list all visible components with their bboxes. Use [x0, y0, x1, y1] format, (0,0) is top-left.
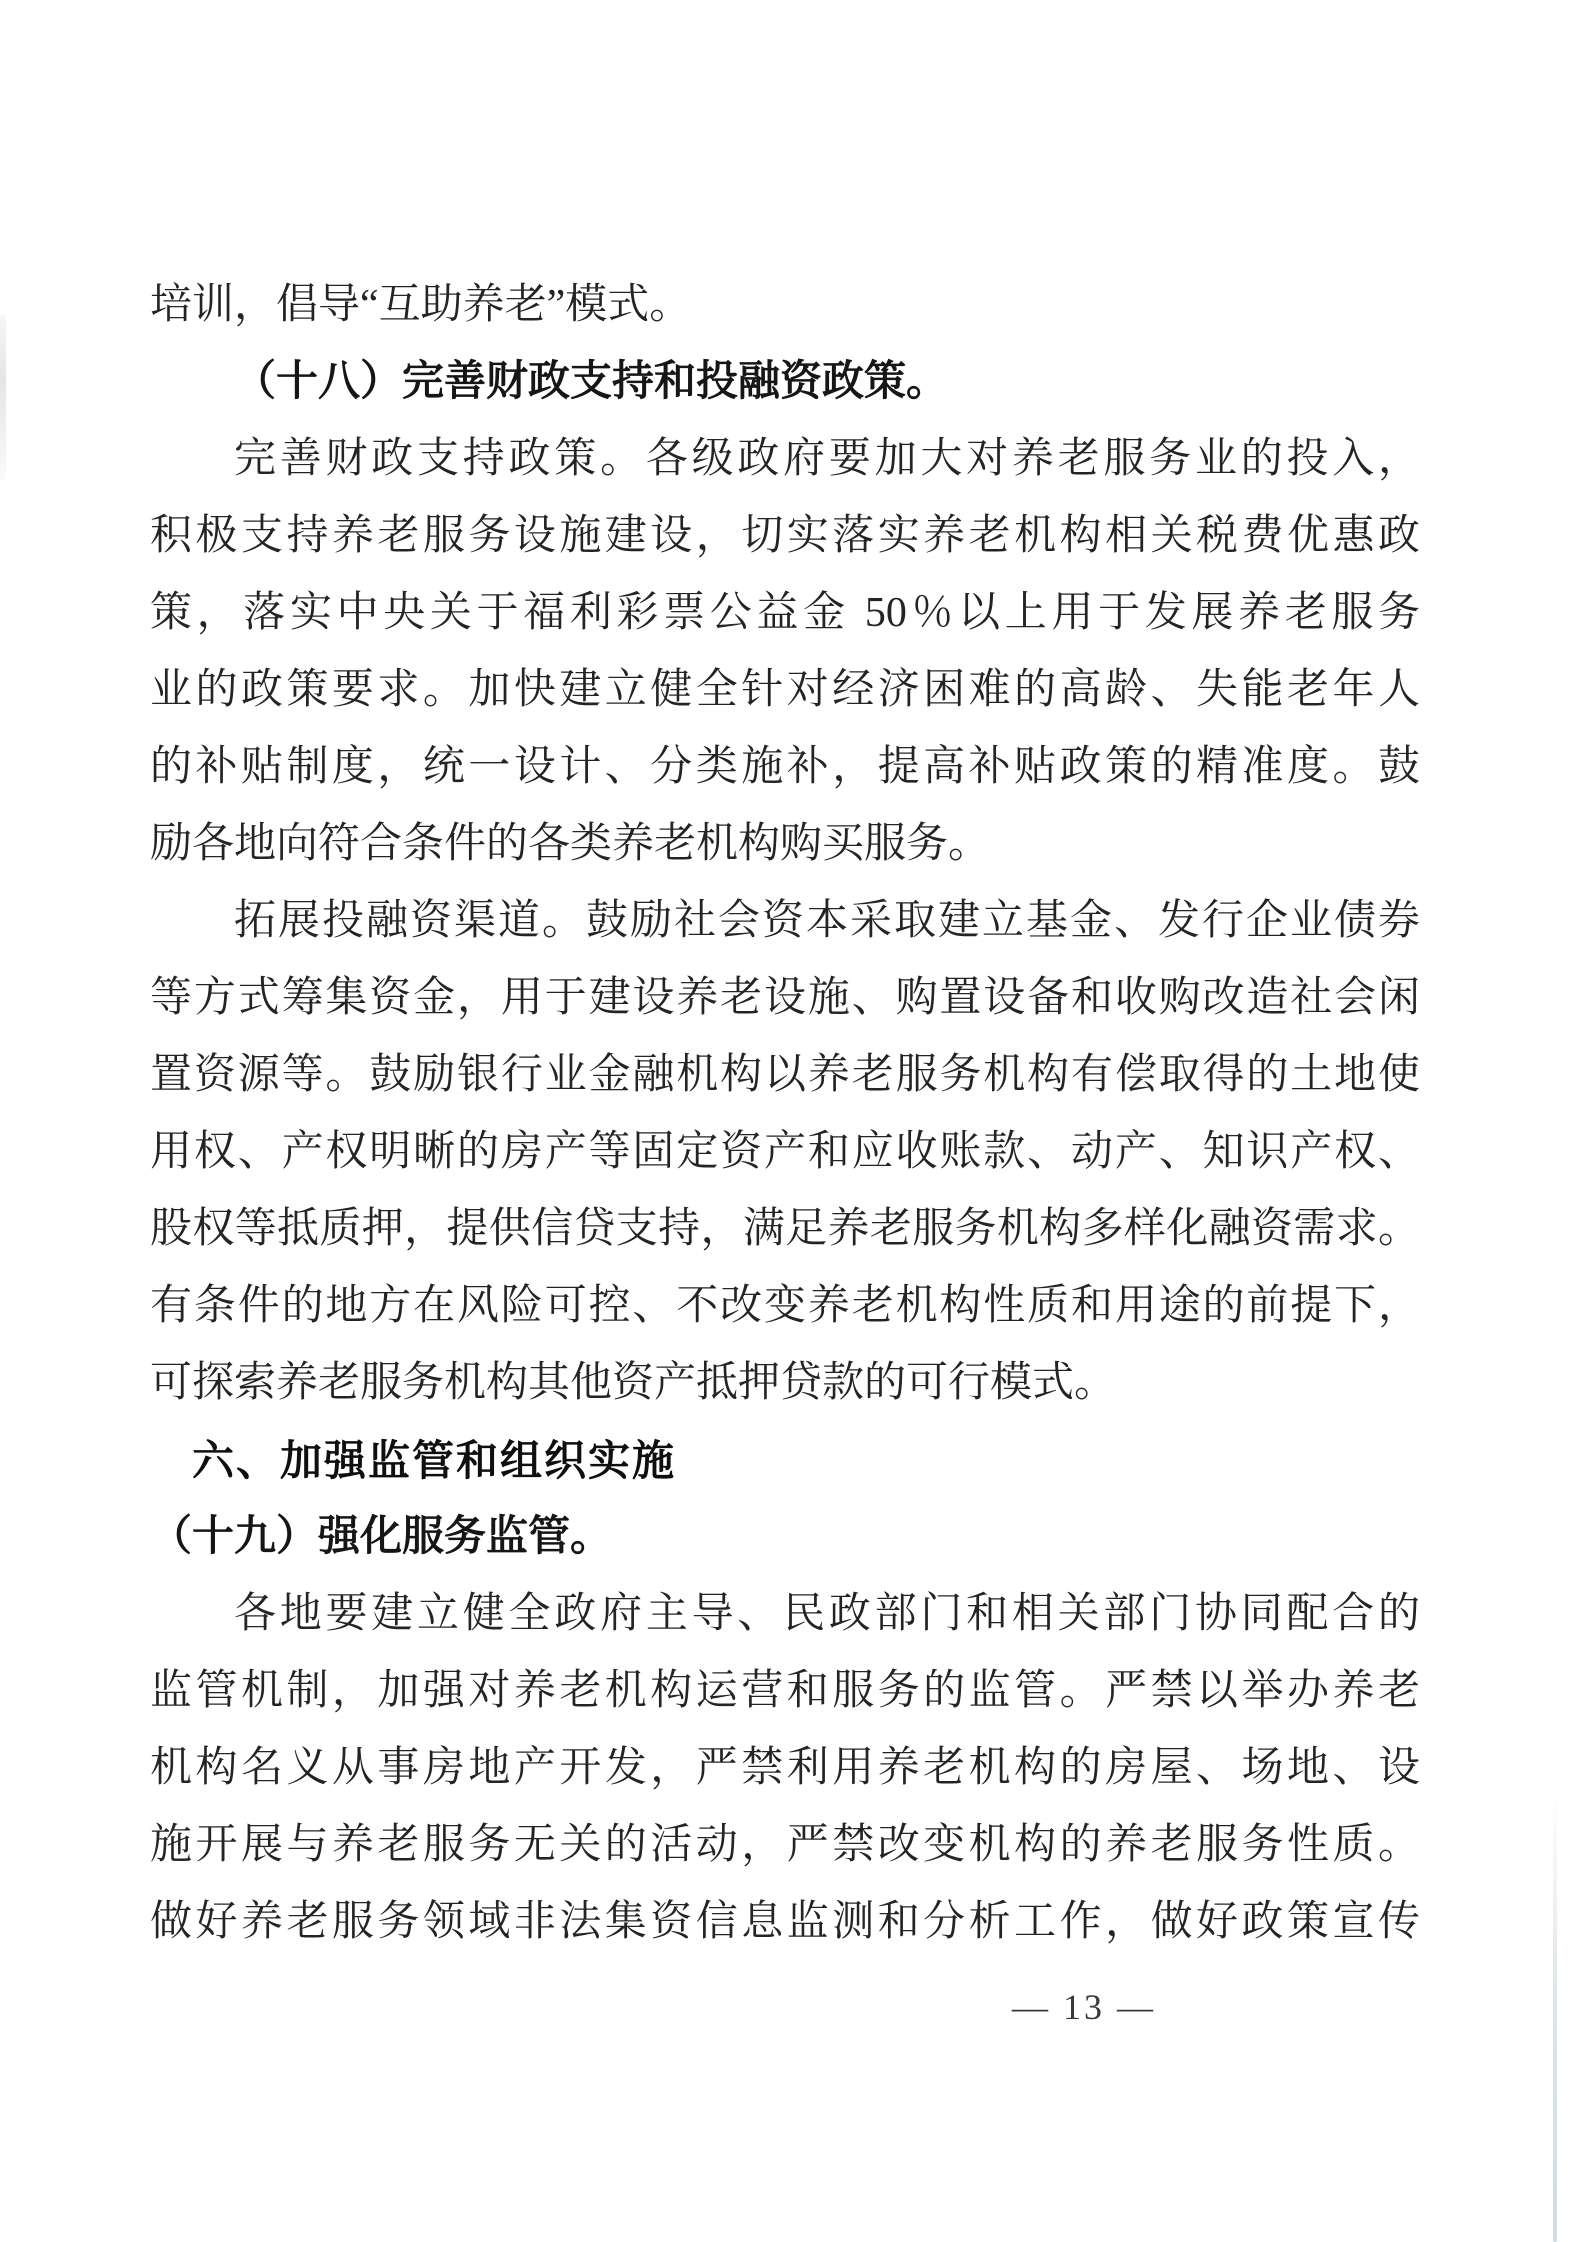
text-line: 股权等抵质押，提供信贷支持，满足养老服务机构多样化融资需求。 [150, 1206, 1420, 1252]
text-line: 置资源等。鼓励银行业金融机构以养老服务机构有偿取得的土地使 [150, 1052, 1420, 1098]
page-number: — 13 — [1012, 1987, 1156, 2027]
text-line: 机构名义从事房地产开发，严禁利用养老机构的房屋、场地、设 [150, 1745, 1420, 1791]
section-heading-6: 六、加强监管和组织实施 [192, 1437, 677, 1484]
text-line: 完善财政支持政策。各级政府要加大对养老服务业的投入， [234, 436, 1420, 482]
text-line: 等方式筹集资金，用于建设养老设施、购置设备和收购改造社会闲 [150, 975, 1420, 1021]
text-line: 做好养老服务领域非法集资信息监测和分析工作，做好政策宣传 [150, 1899, 1420, 1945]
text-line: 的补贴制度，统一设计、分类施补，提高补贴政策的精准度。鼓 [150, 744, 1420, 790]
subsection-heading-18: （十八）完善财政支持和投融资政策。 [234, 359, 949, 405]
text-line: 策，落实中央关于福利彩票公益金 50％以上用于发展养老服务 [150, 590, 1420, 636]
text-line: 可探索养老服务机构其他资产抵押贷款的可行模式。 [150, 1360, 1117, 1406]
text-line: 有条件的地方在风险可控、不改变养老机构性质和用途的前提下， [150, 1283, 1420, 1329]
text-line: 施开展与养老服务无关的活动，严禁改变机构的养老服务性质。 [150, 1822, 1420, 1868]
text-line: 积极支持养老服务设施建设，切实落实养老机构相关税费优惠政 [150, 513, 1420, 559]
text-line: 监管机制，加强对养老机构运营和服务的监管。严禁以举办养老 [150, 1668, 1420, 1714]
document-body [150, 267, 1420, 1961]
text-line: 用权、产权明晰的房产等固定资产和应收账款、动产、知识产权、 [150, 1129, 1420, 1175]
text-line: 培训，倡导“互助养老”模式。 [150, 282, 692, 328]
text-line: 各地要建立健全政府主导、民政部门和相关部门协同配合的 [234, 1591, 1420, 1637]
text-line: 拓展投融资渠道。鼓励社会资本采取建立基金、发行企业债券 [234, 898, 1420, 944]
subsection-heading-19: （十九）强化服务监管。 [150, 1514, 613, 1560]
scan-line-right [1553, 1790, 1557, 2242]
text-line: 业的政策要求。加快建立健全针对经济困难的高龄、失能老年人 [150, 667, 1420, 713]
scan-smudge-left [0, 315, 6, 480]
text-line: 励各地向符合条件的各类养老机构购买服务。 [150, 821, 991, 867]
